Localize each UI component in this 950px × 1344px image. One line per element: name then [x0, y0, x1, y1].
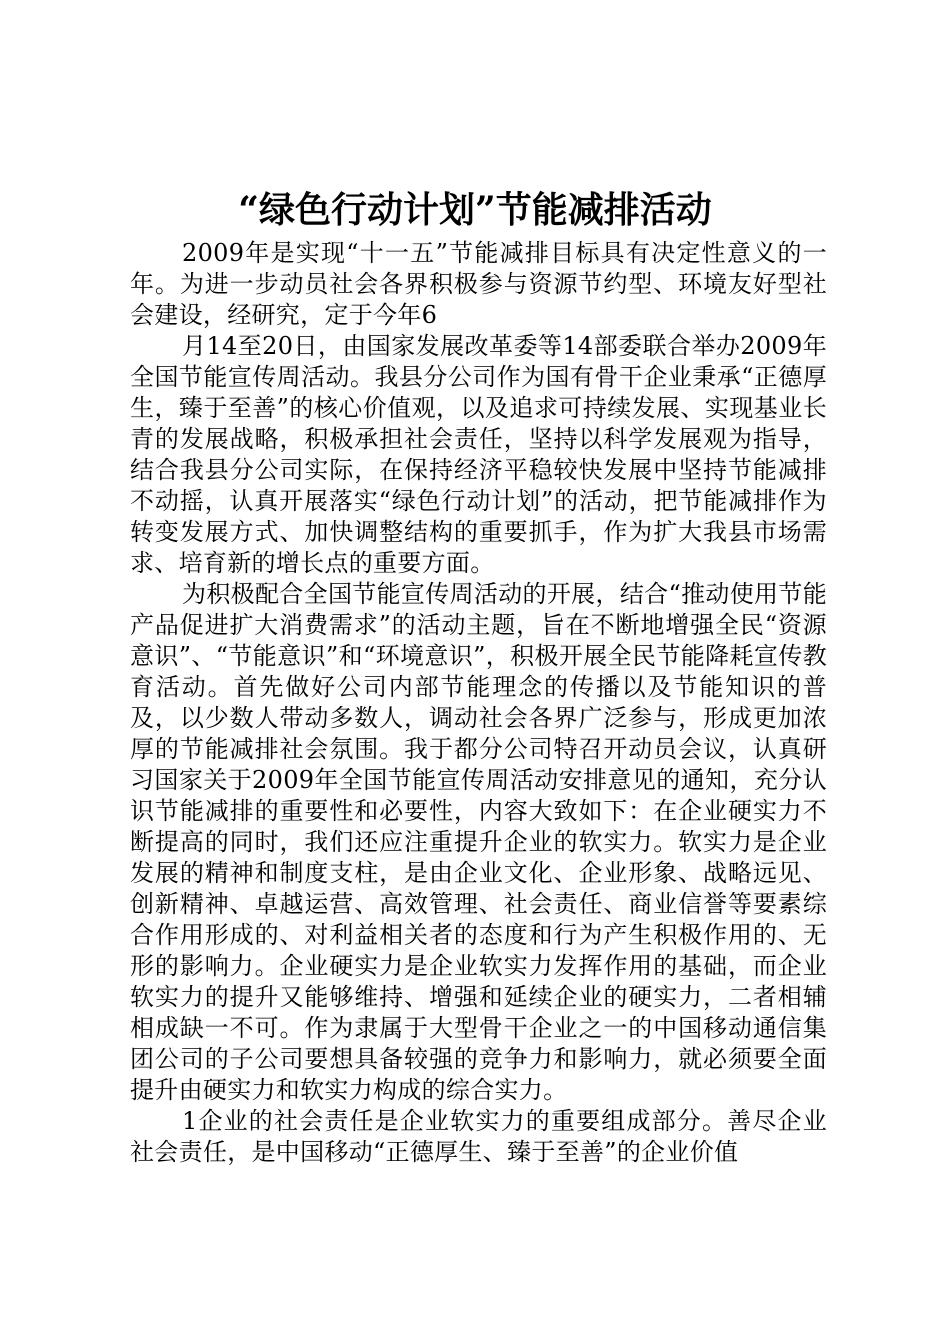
- paragraph: 为积极配合全国节能宣传周活动的开展，结合“推动使用节能产品促进扩大消费需求”的活动主题，旨在不断地增强全民“资源意识”、“节能意识”和“环境意识”，积极开展全民节能降耗宣传教育活动。首先做好公司内部节能理念的传播以及节能知识的普及，以少数人带动多数人，调动社会各界广泛参与，形成更加浓厚的节能减排社会氛围。我于都分公司特召开动员会议，认真研习国家关于2009年全国节能宣传周活动安排意见的通知，充分认识节能减排的重要性和必要性，内容大致如下：在企业硬实力不断提高的同时，我们还应注重提升企业的软实力。软实力是企业发展的精神和制度支柱，是由企业文化、企业形象、战略远见、创新精神、卓越运营、高效管理、社会责任、商业信誉等要素综合作用形成的、对利益相关者的态度和行为产生积极作用的、无形的影响力。企业硬实力是企业软实力发挥作用的基础，而企业软实力的提升又能够维持、增强和延续企业的硬实力，二者相辅相成缺一不可。作为隶属于大型骨干企业之一的中国移动通信集团公司的子公司要想具备较强的竞争力和影响力，就必须要全面提升由硬实力和软实力构成的综合实力。: [130, 580, 827, 1104]
- paragraph: 2009年是实现“十一五”节能减排目标具有决定性意义的一年。为进一步动员社会各界积极参与资源节约型、环境友好型社会建设，经研究，定于今年6: [130, 239, 827, 329]
- paragraph: 月14至20日，由国家发展改革委等14部委联合举办2009年全国节能宣传周活动。我县分公司作为国有骨干企业秉承“正德厚生，臻于至善”的核心价值观，以及追求可持续发展、实现基业长青的发展战略，积极承担社会责任，坚持以科学发展观为指导，结合我县分公司实际，在保持经济平稳较快发展中坚持节能减排不动摇，认真开展落实“绿色行动计划”的活动，把节能减排作为转变发展方式、加快调整结构的重要抓手，作为扩大我县市场需求、培育新的增长点的重要方面。: [130, 332, 827, 577]
- document-body: [130, 238, 827, 1168]
- document-title: “绿色行动计划”节能减排活动: [238, 189, 712, 231]
- paragraph: 1企业的社会责任是企业软实力的重要组成部分。善尽企业社会责任，是中国移动“正德厚生、臻于至善”的企业价值: [130, 1107, 827, 1166]
